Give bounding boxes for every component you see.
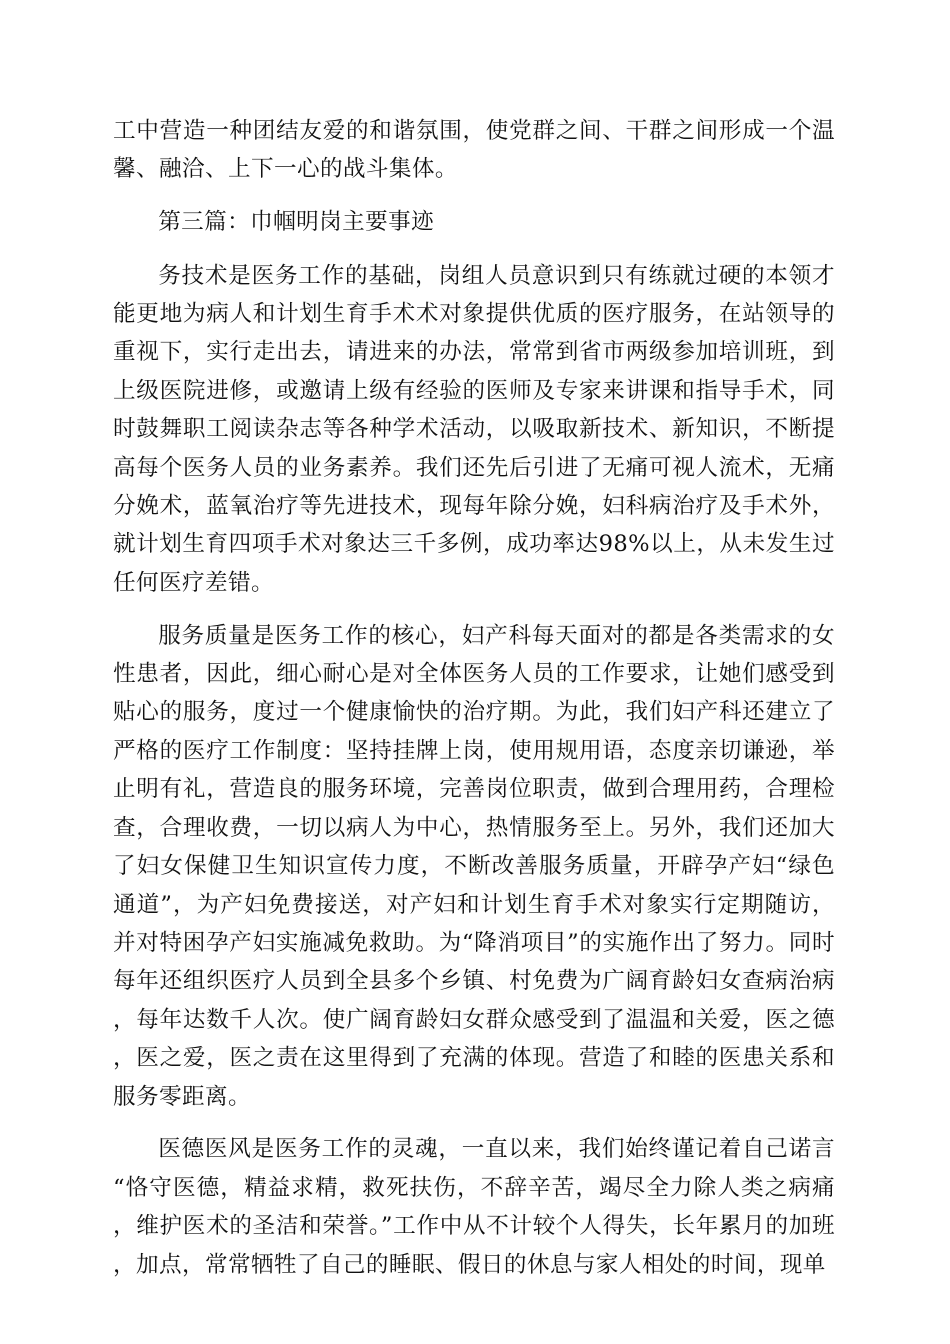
body-paragraph-medical-ethics: 医德医风是医务工作的灵魂，一直以来，我们始终谨记着自己诺言“恪守医德，精益求精，救死扶伤，不辞辛苦，竭尽全力除人类之病痛，维护医术的圣洁和荣誉。”工作中从不计较个人得失，长年累月的加班，加点，常常牺牲了自己的睡眠、假日的休息与家人相处的时间，现单 <box>113 1136 835 1278</box>
section-heading: 第三篇：巾帼明岗主要事迹 <box>158 209 435 236</box>
body-paragraph-service-quality: 服务质量是医务工作的核心，妇产科每天面对的都是各类需求的女性患者，因此，细心耐心是对全体医务人员的工作要求，让她们感受到贴心的服务，度过一个健康愉快的治疗期。为此，我们妇产科还建立了严格的医疗工作制度：坚持挂牌上岗，使用规用语，态度亲切谦逊，举止明有礼，营造良的服务环境，完善岗位职责，做到合理用药，合理检查，合理收费，一切以病人为中心，热情服务至上。另外，我们还加大了妇女保健卫生知识宣传力度，不断改善服务质量，开辟孕产妇“绿色通道”，为产妇免费接送，对产妇和计划生育手术对象实行定期随访，并对特困孕产妇实施减免救助。为“降消项目”的实施作出了努力。同时每年还组织医疗人员到全县多个乡镇、村免费为广阔育龄妇女查病治病，每年达数千人次。使广阔育龄妇女群众感受到了温温和关爱，医之德，医之爱，医之责在这里得到了充满的体现。营造了和睦的医患关系和服务零距离。 <box>113 622 835 1110</box>
document-body <box>113 112 835 1298</box>
body-paragraph-technique: 务技术是医务工作的基础，岗组人员意识到只有练就过硬的本领才能更地为病人和计划生育手术术对象提供优质的医疗服务，在站领导的重视下，实行走出去，请进来的办法，常常到省市两级参加培训班，到上级医院进修，或邀请上级有经验的医师及专家来讲课和指导手术，同时鼓舞职工阅读杂志等各种学术活动，以吸取新技术、新知识，不断提高每个医务人员的业务素养。我们还先后引进了无痛可视人流术，无痛分娩术，蓝氧治疗等先进技术，现每年除分娩，妇科病治疗及手术外，就计划生育四项手术对象达三千多例，成功率达98%以上，从未发生过任何医疗差错。 <box>113 262 835 596</box>
continuation-paragraph: 工中营造一种团结友爱的和谐氛围，使党群之间、干群之间形成一个温馨、融洽、上下一心的战斗集体。 <box>113 118 835 183</box>
